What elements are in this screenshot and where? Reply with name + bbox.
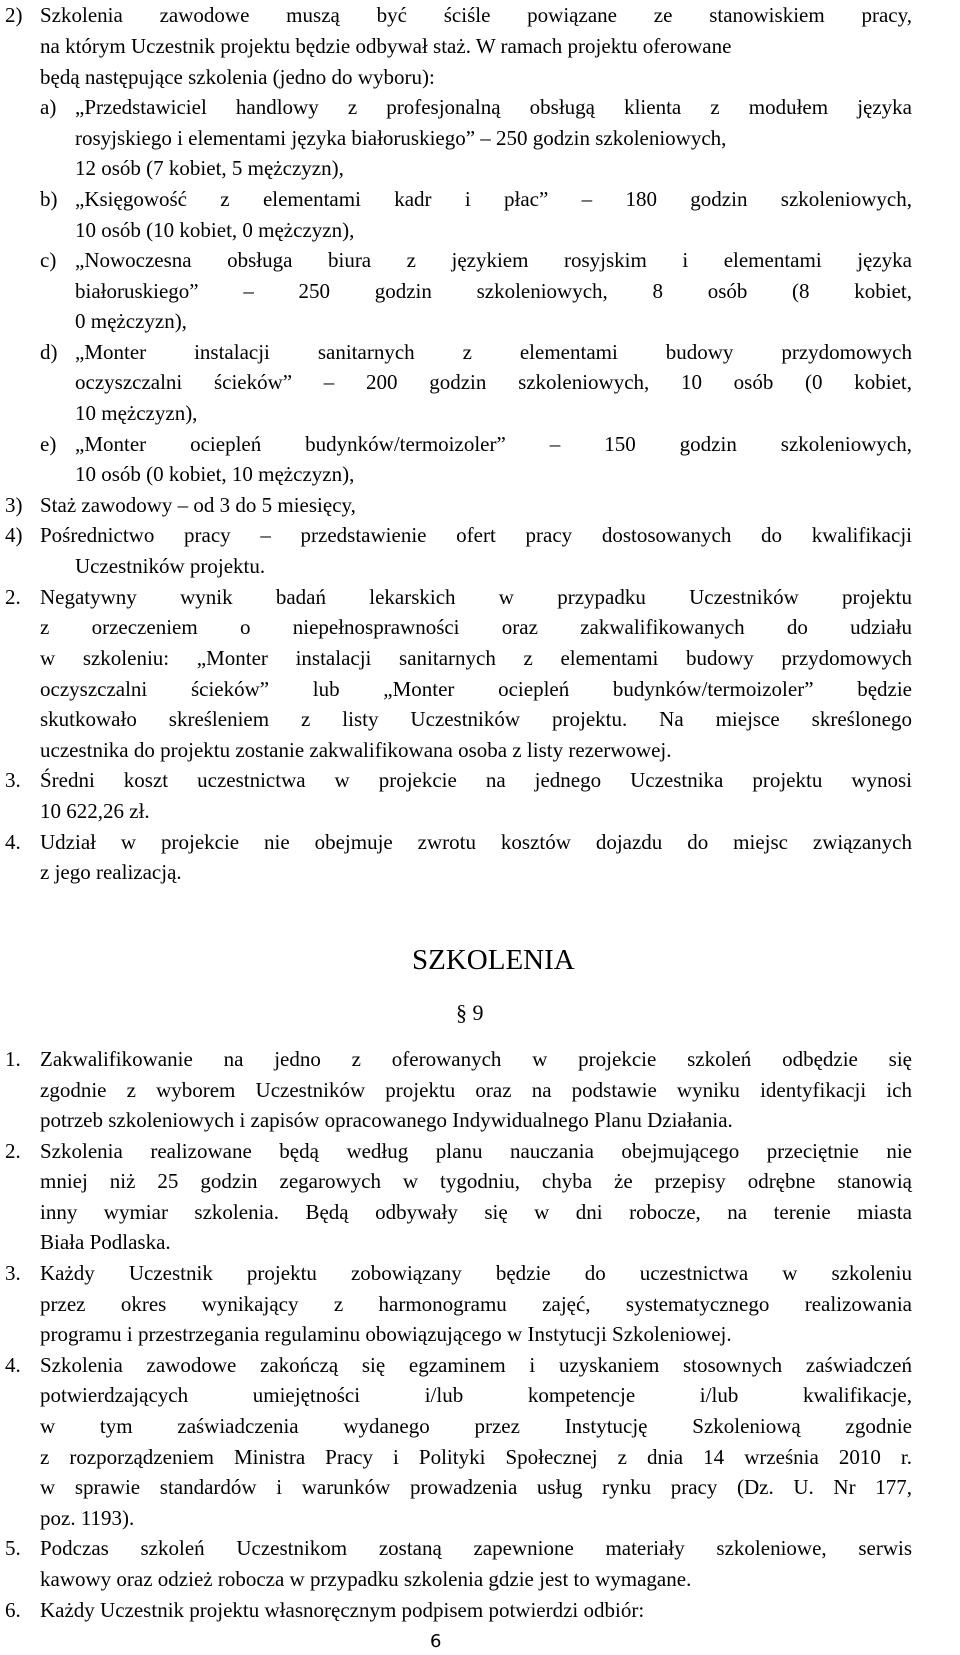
point-number: 3. [5, 768, 21, 792]
list-number: 3) [5, 493, 23, 517]
text-line: w szkoleniu: „Monter instalacji sanitarnych z elementami budowy przydomowych [40, 646, 912, 670]
text-line: w tym zaświadczenia wydanego przez Instytucję Szkoleniową zgodnie [40, 1414, 912, 1438]
text-line: kawowy oraz odzież robocza w przypadku szkolenia gdzie jest to wymagane. [40, 1567, 692, 1591]
point-number: 4. [5, 1353, 21, 1377]
list-letter: b) [40, 187, 58, 211]
text-line: 10 osób (0 kobiet, 10 mężczyzn), [75, 462, 355, 486]
text-line: „Nowoczesna obsługa biura z językiem rosyjskim i elementami języka [75, 248, 912, 272]
text-line: na którym Uczestnik projektu będzie odbywał staż. W ramach projektu oferowane [40, 34, 732, 58]
point-number: 6. [5, 1598, 21, 1622]
list-number: 2) [5, 3, 23, 27]
text-line: inny wymiar szkolenia. Będą odbywały się w dni robocze, na terenie miasta [40, 1200, 912, 1224]
text-line: Szkolenia zawodowe muszą być ściśle powiązane ze stanowiskiem pracy, [40, 3, 912, 27]
text-line: poz. 1193). [40, 1506, 135, 1530]
text-line: mniej niż 25 godzin zegarowych w tygodniu, chyba że przepisy odrębne stanowią [40, 1169, 912, 1193]
text-line: skutkowało skreśleniem z listy Uczestników projektu. Na miejsce skreślonego [40, 707, 912, 731]
text-line: programu i przestrzegania regulaminu obowiązującego w Instytucji Szkoleniowej. [40, 1322, 732, 1346]
text-line: Udział w projekcie nie obejmuje zwrotu kosztów dojazdu do miejsc związanych [40, 830, 912, 854]
text-line: potwierdzających umiejętności i/lub kompetencje i/lub kwalifikacje, [40, 1383, 912, 1407]
text-line: będą następujące szkolenia (jedno do wyboru): [40, 65, 435, 89]
text-line: oczyszczalni ścieków” – 200 godzin szkoleniowych, 10 osób (0 kobiet, [75, 370, 912, 394]
text-line: Szkolenia realizowane będą według planu nauczania obejmującego przeciętnie nie [40, 1139, 912, 1163]
list-letter: c) [40, 248, 57, 272]
text-line: Biała Podlaska. [40, 1230, 171, 1254]
text-line: „Monter instalacji sanitarnych z elementami budowy przydomowych [75, 340, 912, 364]
point-number: 4. [5, 830, 21, 854]
text-line: 12 osób (7 kobiet, 5 mężczyzn), [75, 156, 344, 180]
list-letter: e) [40, 432, 57, 456]
page-number: 6 [430, 1631, 442, 1652]
text-line: 10 osób (10 kobiet, 0 mężczyzn), [75, 218, 355, 242]
list-number: 4) [5, 523, 23, 547]
text-line: zgodnie z wyborem Uczestników projektu oraz na podstawie wyniku identyfikacji ich [40, 1078, 912, 1102]
text-line: uczestnika do projektu zostanie zakwalifikowana osoba z listy rezerwowej. [40, 738, 672, 762]
text-line: „Przedstawiciel handlowy z profesjonalną obsługą klienta z modułem języka [75, 95, 912, 119]
point-number: 2. [5, 1139, 21, 1163]
text-line: 10 mężczyzn), [75, 401, 198, 425]
text-line: Zakwalifikowanie na jedno z oferowanych w projekcie szkoleń odbędzie się [40, 1047, 912, 1071]
text-line: 0 mężczyzn), [75, 309, 187, 333]
text-line: Negatywny wynik badań lekarskich w przypadku Uczestników projektu [40, 585, 912, 609]
section-heading: SZKOLENIA [412, 944, 575, 976]
text-line: Każdy Uczestnik projektu własnoręcznym podpisem potwierdzi odbiór: [40, 1598, 645, 1622]
text-line: 10 622,26 zł. [40, 799, 150, 823]
text-line: Podczas szkoleń Uczestnikom zostaną zapewnione materiały szkoleniowe, serwis [40, 1536, 912, 1560]
text-line: Pośrednictwo pracy – przedstawienie ofert pracy dostosowanych do kwalifikacji [40, 523, 912, 547]
point-number: 1. [5, 1047, 21, 1071]
text-line: Szkolenia zawodowe zakończą się egzaminem i uzyskaniem stosownych zaświadczeń [40, 1353, 912, 1377]
paragraph-sign: § 9 [456, 1000, 484, 1025]
point-number: 5. [5, 1536, 21, 1560]
text-line: rosyjskiego i elementami języka białoruskiego” – 250 godzin szkoleniowych, [75, 126, 727, 150]
point-number: 2. [5, 585, 21, 609]
text-line: z rozporządzeniem Ministra Pracy i Polityki Społecznej z dnia 14 września 2010 r. [40, 1445, 912, 1469]
text-line: „Księgowość z elementami kadr i płac” – 180 godzin szkoleniowych, [75, 187, 912, 211]
text-line: Staż zawodowy – od 3 do 5 miesięcy, [40, 493, 356, 517]
text-line: Każdy Uczestnik projektu zobowiązany będzie do uczestnictwa w szkoleniu [40, 1261, 912, 1285]
point-number: 3. [5, 1261, 21, 1285]
text-line: Uczestników projektu. [75, 554, 266, 578]
list-letter: a) [40, 95, 57, 119]
text-line: „Monter ociepleń budynków/termoizoler” – 150 godzin szkoleniowych, [75, 432, 912, 456]
text-line: Średni koszt uczestnictwa w projekcie na jednego Uczestnika projektu wynosi [40, 768, 912, 792]
text-line: potrzeb szkoleniowych i zapisów opracowanego Indywidualnego Planu Działania. [40, 1108, 733, 1132]
text-line: w sprawie standardów i warunków prowadzenia usług rynku pracy (Dz. U. Nr 177, [40, 1475, 912, 1499]
list-letter: d) [40, 340, 58, 364]
text-line: z orzeczeniem o niepełnosprawności oraz zakwalifikowanych do udziału [40, 615, 912, 639]
text-line: białoruskiego” – 250 godzin szkoleniowych, 8 osób (8 kobiet, [75, 279, 912, 303]
text-line: z jego realizacją. [40, 860, 182, 884]
text-line: oczyszczalni ścieków” lub „Monter ociepleń budynków/termoizoler” będzie [40, 677, 912, 701]
text-line: przez okres wynikający z harmonogramu zajęć, systematycznego realizowania [40, 1292, 912, 1316]
